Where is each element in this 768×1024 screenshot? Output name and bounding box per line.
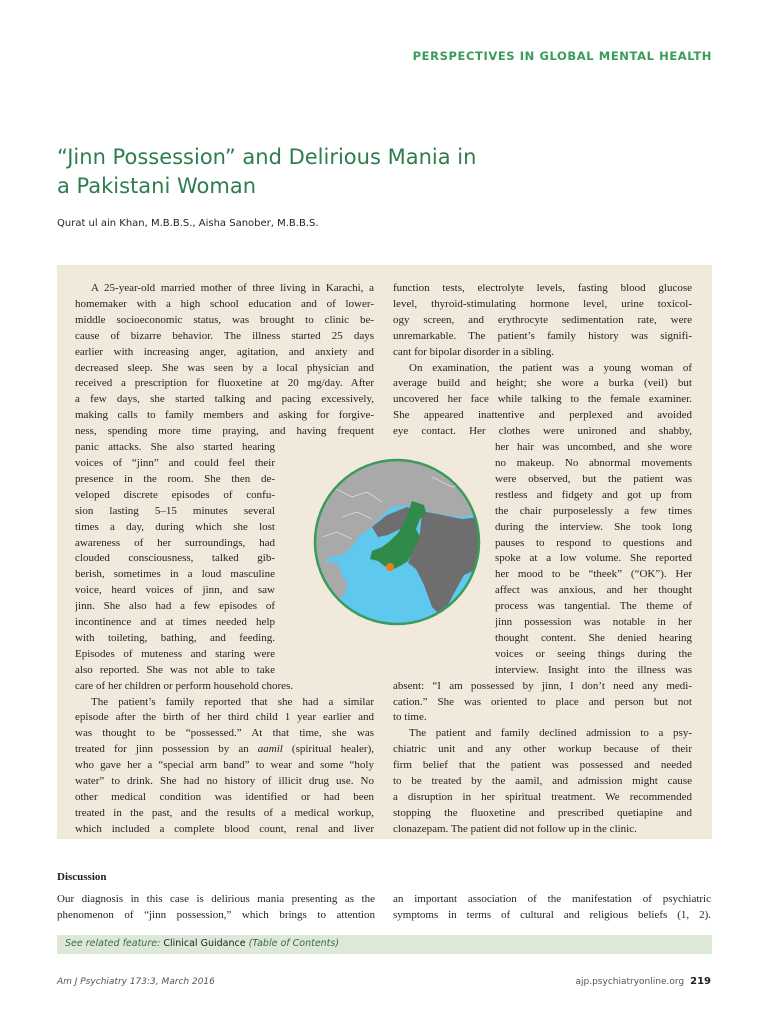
case-text-line: middle socioeconomic status, was brought to clinic be- (75, 313, 374, 326)
case-text-line: voices of “jinn” and could feel their (75, 456, 275, 469)
case-text-line: received a prescription for fluoxetine at 20 mg/day. After (75, 377, 374, 390)
case-text-fragment: (spiritual healer), (282, 743, 374, 756)
case-text-line: making calls to family members and asking for forgive- (75, 409, 374, 422)
case-text-line: berish, sometimes in a loud masculine (75, 568, 275, 581)
discussion-line: phenomenon of “jinn possession,” which brings to attention (57, 908, 375, 921)
case-text-line: chiatric unit and any other workup because of their (393, 743, 692, 756)
case-text-line: Episodes of muteness and staring were (75, 647, 275, 660)
page-number: 219 (690, 976, 711, 987)
case-text-line: incontinence and at times needed help (75, 616, 275, 629)
case-text-line: to be treated by the aamil, and admission might cause (393, 775, 692, 788)
discussion-heading: Discussion (57, 871, 107, 883)
case-text-line: awareness of her surroundings, had (75, 536, 275, 549)
case-text-line: cause of bizarre behavior. The illness started 25 days (75, 329, 374, 342)
discussion-left-column (57, 892, 375, 924)
related-prefix: See related feature: (65, 938, 164, 949)
section-label: PERSPECTIVES IN GLOBAL MENTAL HEALTH (412, 49, 712, 63)
case-text-line: who gave her a “special arm band” to wear and some “holy (75, 759, 374, 772)
case-text-line: panic attacks. She also started hearing (75, 441, 275, 454)
related-feature-text (65, 938, 339, 949)
case-text-line: also reported. She was not able to take (75, 663, 275, 676)
case-text-line: level, thyroid-stimulating hormone level, urine toxicol- (393, 297, 692, 310)
case-text-line: her hair was uncombed, and she wore (495, 441, 692, 454)
case-text-line: function tests, electrolyte levels, fasting blood glucose (393, 282, 692, 294)
case-text-line: was thought to be “possessed.” At that time, she was (75, 727, 374, 740)
case-text-line: care of her children or perform household chores. (75, 679, 294, 692)
case-text-line: eye contact. Her clothes were unironed and shabby, (393, 425, 692, 438)
case-text-line: On examination, the patient was a young woman of (409, 361, 692, 374)
aamil-term: aamil (257, 743, 283, 756)
discussion-right-column (393, 892, 711, 924)
case-text-line: to time. (393, 711, 427, 724)
case-text-line: homemaker with a high school education and of lower- (75, 297, 374, 310)
case-text-line: a few days, she started talking and pacing excessively, (75, 393, 374, 406)
related-suffix: (Table of Contents) (245, 938, 340, 949)
case-text-line: jinn. She also had a few episodes of (75, 600, 275, 613)
case-text-line: ogy screen, and erythrocyte sedimentation rate, were (393, 313, 692, 326)
case-text-line: cant for bipolar disorder in a sibling. (393, 345, 554, 358)
case-text-line: a disruption in her spiritual treatment. We recommended (393, 791, 692, 803)
case-text-line: spoke at a low volume. She reported (495, 552, 692, 565)
case-text-line: jinn possession was notable in her (495, 616, 692, 629)
title-line-1: “Jinn Possession” and Delirious Mania in (57, 145, 477, 169)
case-text-line: presence in the room. She then de- (75, 472, 275, 485)
case-text-line: with toileting, bathing, and feeding. (75, 631, 275, 644)
case-text-line: no makeup. No abnormal movements (495, 456, 692, 469)
related-link[interactable]: Clinical Guidance (163, 938, 246, 949)
case-text-line: affect was anxious, and her thought (495, 584, 692, 597)
map-karachi-marker (386, 563, 394, 571)
case-text-line: restless and fidgety and got up from (495, 488, 692, 501)
discussion-line: symptoms in terms of cultural and religious beliefs (1, 2). (393, 908, 711, 921)
case-text-line: uncovered her face while talking to the female examiner. (393, 393, 692, 406)
case-text-line: earlier with increasing anger, agitation, and anxiety and (75, 345, 374, 358)
case-text-line: voices or seeing things during the (495, 647, 692, 660)
case-text-line: times a day, during which she lost (75, 520, 275, 533)
case-text-line: her mood to be “theek” (“OK”). Her (495, 568, 692, 581)
case-text-line: were observed, but the patient was (495, 472, 692, 485)
case-text-line: decreased sleep. She was seen by a local physician and (75, 361, 374, 374)
case-text-line: interview. Insight into the illness was (495, 663, 692, 676)
case-text-line: thought content. She denied hearing (495, 631, 692, 644)
case-text-line: stopping the fluoxetine and prescribed quetiapine and (393, 806, 692, 819)
case-text-line: She appeared inattentive and perplexed and avoided (393, 409, 692, 422)
case-text-line: absent: “I am possessed by jinn, I don’t need any medi- (393, 679, 692, 692)
case-text-line: veloped discrete episodes of confu- (75, 488, 275, 501)
article-authors: Qurat ul ain Khan, M.B.B.S., Aisha Sanober, M.B.B.S. (57, 218, 319, 229)
discussion-line: Our diagnosis in this case is delirious mania presenting as the (57, 893, 375, 905)
case-text-line: average build and height; she wore a burka (veil) but (393, 377, 692, 390)
case-text-line: A 25-year-old married mother of three living in Karachi, a (91, 282, 374, 294)
case-text-line: unremarkable. The patient’s family history was signifi- (393, 329, 692, 342)
footer-url[interactable]: ajp.psychiatryonline.org (575, 977, 685, 987)
case-text-line: The patient’s family reported that she had a similar (91, 695, 374, 708)
case-text-line (75, 742, 374, 758)
case-text-line: during the interview. She took long (495, 520, 692, 533)
case-text-line: pauses to respond to questions and (495, 536, 692, 549)
discussion-line: an important association of the manifestation of psychiatric (393, 893, 711, 905)
case-text-line: episode after the birth of her third child 1 year earlier and (75, 711, 374, 724)
case-text-fragment: treated for jinn possession by an (75, 743, 258, 756)
case-text-line: ness, spending more time praying, and having frequent (75, 425, 374, 438)
case-text-line: clonazepam. The patient did not follow up in the clinic. (393, 822, 637, 835)
case-text-line: which included a complete blood count, renal and liver (75, 822, 374, 835)
title-line-2: a Pakistani Woman (57, 174, 257, 198)
case-text-line: other medical condition was identified or had been (75, 791, 374, 803)
footer-citation: Am J Psychiatry 173:3, March 2016 (57, 977, 215, 987)
case-text-line: clouded consciousness, talked gib- (75, 552, 275, 565)
case-text-line: cation.” She was oriented to place and person but not (393, 695, 692, 708)
case-text-line: water” to drink. She had no history of illicit drug use. No (75, 775, 374, 788)
related-feature-bar (57, 935, 712, 954)
case-text-line: process was tangential. The theme of (495, 600, 692, 613)
case-text-line: sion lasting 5–15 minutes several (75, 504, 275, 517)
case-text-line: firm belief that the patient was possessed and needed (393, 759, 692, 772)
footer-right (576, 976, 712, 987)
case-text-line: treated in the past, and the results of a medical workup, (75, 806, 374, 819)
article-title (57, 143, 617, 201)
case-text-line: the chair purposelessly a few times (495, 504, 692, 517)
case-text-line: voice, heard voices of jinn, and saw (75, 584, 275, 597)
case-text-line: The patient and family declined admission to a psy- (409, 727, 692, 740)
pakistan-map-illustration (312, 457, 482, 627)
